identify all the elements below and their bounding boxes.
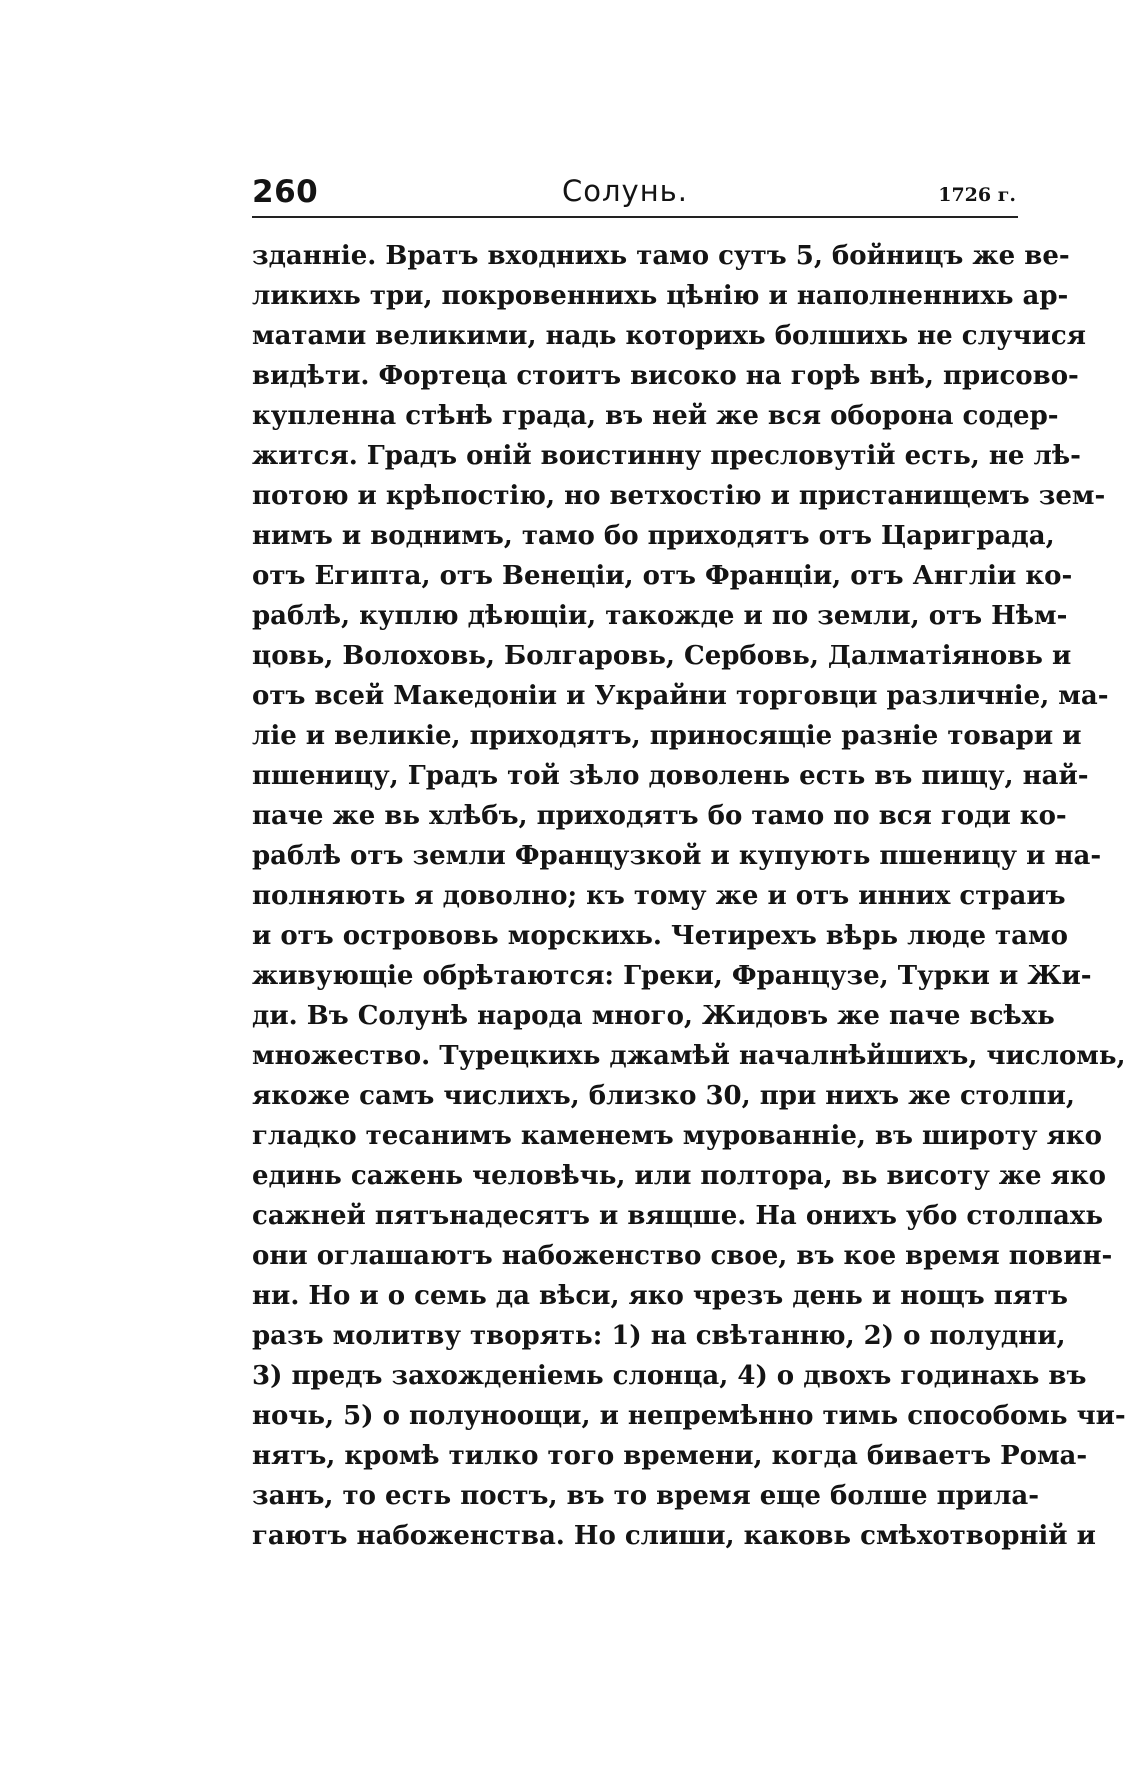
text-line: ди. Въ Солунѣ народа много, Жидовъ же паче всѣхь bbox=[252, 1001, 1055, 1031]
text-line: купленна стѣнѣ града, въ ней же вся оборона содер- bbox=[252, 401, 1059, 431]
text-line: цовь, Волоховь, Болгаровь, Сербовь, Далматіяновь и bbox=[252, 641, 1072, 671]
text-line: живующіе обрѣтаются: Греки, Французе, Турки и Жи- bbox=[252, 961, 1092, 991]
text-line: гаютъ набоженства. Но слиши, каковь смѣхотворній и bbox=[252, 1521, 1096, 1551]
text-line: жится. Градъ оній воистинну пресловутій есть, не лѣ- bbox=[252, 441, 1081, 471]
text-line: пшеницу, Градъ той зѣло доволень есть въ пищу, най- bbox=[252, 761, 1089, 791]
text-line: множество. Турецкихь джамѣй началнѣйшихъ, числомь, bbox=[252, 1041, 1126, 1071]
text-line: единь сажень человѣчь, или полтора, вь висоту же яко bbox=[252, 1161, 1106, 1191]
text-line: видѣти. Фортеца стоитъ високо на горѣ внѣ, присово- bbox=[252, 361, 1079, 391]
text-line: паче же вь хлѣбъ, приходятъ бо тамо по вся годи ко- bbox=[252, 801, 1067, 831]
body-text bbox=[252, 236, 1126, 1556]
text-line: отъ всей Македоніи и Украйни торговци различніе, ма- bbox=[252, 681, 1109, 711]
header-rule bbox=[252, 216, 1018, 218]
text-line: полняють я доволно; къ тому же и отъ инних страиъ bbox=[252, 881, 1066, 911]
text-line: потою и крѣпостію, но ветхостію и пристанищемъ зем- bbox=[252, 481, 1106, 511]
page-header bbox=[252, 168, 1018, 220]
text-line: они оглашаютъ набоженство свое, въ кое время повин- bbox=[252, 1241, 1113, 1271]
text-line: якоже самъ числихъ, близко 30, при нихъ же столпи, bbox=[252, 1081, 1075, 1111]
text-line: раблѣ, куплю дѣющіи, такожде и по земли, отъ Нѣм- bbox=[252, 601, 1068, 631]
year-label: 1726 г. bbox=[938, 184, 1016, 206]
text-line: отъ Египта, отъ Венеціи, отъ Франціи, отъ Англіи ко- bbox=[252, 561, 1073, 591]
text-line: сажней пятънадесятъ и вящше. На онихъ убо столпахь bbox=[252, 1201, 1103, 1231]
text-line: ночь, 5) о полуноощи, и непремѣнно тимь способомь чи- bbox=[252, 1401, 1126, 1431]
text-line: занъ, то есть постъ, въ то время еще болше прила- bbox=[252, 1481, 1040, 1511]
running-title: Солунь. bbox=[562, 174, 688, 208]
text-line: ликихь три, покровеннихь цѣнію и наполненнихь ар- bbox=[252, 281, 1069, 311]
text-line: матами великими, надь которихь болшихь не случися bbox=[252, 321, 1086, 351]
text-line: зданніе. Вратъ входнихь тамо сутъ 5, бойницъ же ве- bbox=[252, 241, 1070, 271]
text-line: ни. Но и о семь да вѣси, яко чрезъ день и нощъ пятъ bbox=[252, 1281, 1069, 1311]
text-line: раблѣ отъ земли Французкой и купують пшеницу и на- bbox=[252, 841, 1102, 871]
text-line: 3) предъ захожденіемь слонца, 4) о двохъ годинахь въ bbox=[252, 1361, 1087, 1391]
text-line: нимъ и воднимъ, тамо бо приходятъ отъ Цариграда, bbox=[252, 521, 1055, 551]
text-line: нятъ, кромѣ тилко того времени, когда биваетъ Рома- bbox=[252, 1441, 1088, 1471]
page-number: 260 bbox=[252, 174, 319, 210]
text-line: и отъ острововь морскихь. Четирехъ вѣрь люде тамо bbox=[252, 921, 1068, 951]
text-line: ліе и великіе, приходятъ, приносящіе разніе товари и bbox=[252, 721, 1082, 751]
text-line: гладко тесанимъ каменемъ мурованніе, въ широту яко bbox=[252, 1121, 1102, 1151]
text-line: разъ молитву творять: 1) на свѣтанню, 2) о полудни, bbox=[252, 1321, 1066, 1351]
